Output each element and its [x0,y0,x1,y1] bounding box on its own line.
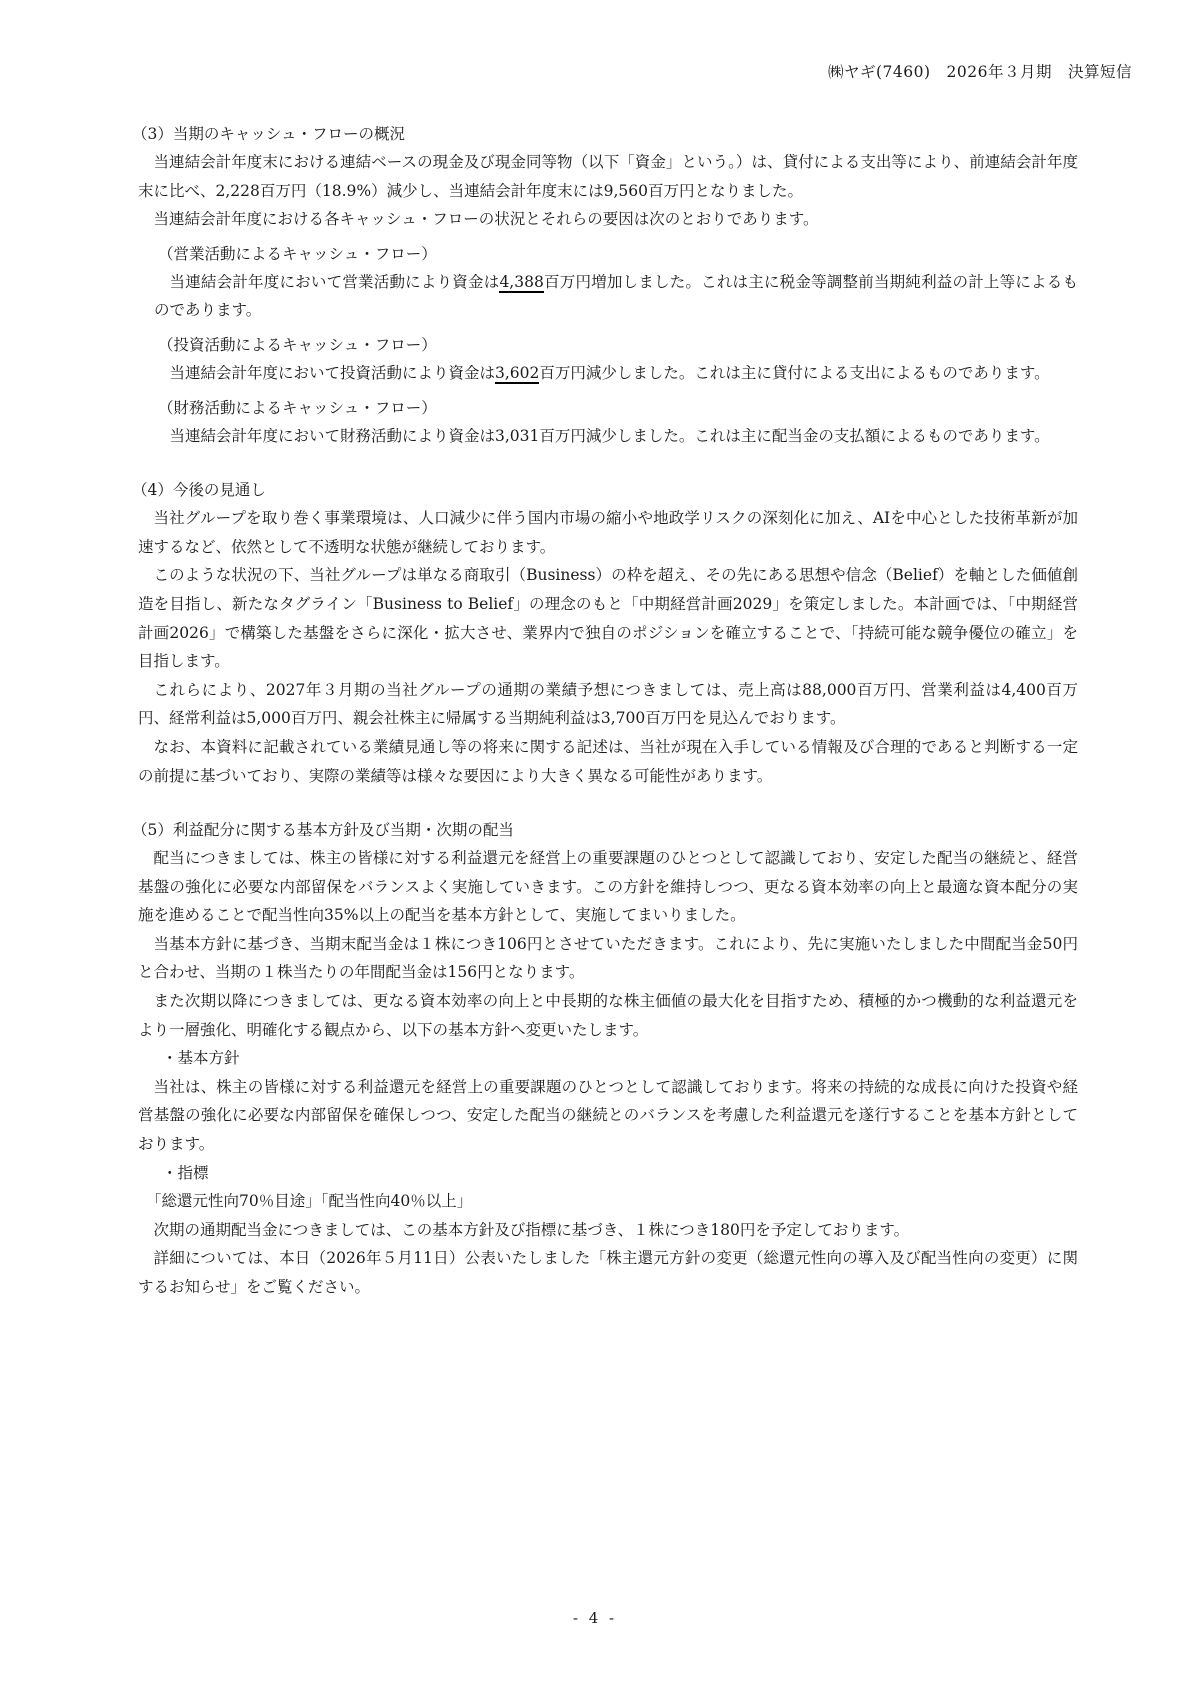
section-5-paragraph-1: 配当につきましては、株主の皆様に対する利益還元を経営上の重要課題のひとつとして認識しており、安定した配当の継続と、経営基盤の強化に必要な内部留保をバランスよく実施していきます。この方針を維持しつつ、更なる資本効率の向上と最適な資本配分の実施を進めることで配当性向35%以上の配当を基本方針として、実施してまいりました。 [138,849,1078,925]
page-number: - 4 - [572,1609,618,1627]
section-4-paragraph-3: これらにより、2027年３月期の当社グループの通期の業績予想につきましては、売上高は88,000百万円、営業利益は4,400百万円、経常利益は5,000百万円、親会社株主に帰属する当期純利益は3,700百万円を見込んでおります。 [138,680,1078,728]
section-5-paragraph-3: また次期以降につきましては、更なる資本効率の向上と中長期的な株主価値の最大化を目指すため、積極的かつ機動的な利益還元をより一層強化、明確化する観点から、以下の基本方針へ変更いたします。 [138,992,1078,1039]
section-3-paragraph-2: 当連結会計年度における各キャッシュ・フローの状況とそれらの要因は次のとおりであります。 [153,210,819,229]
indicator-text: 「総還元性向70％目途」「配当性向40％以上」 [146,1192,473,1211]
investing-cf-text-post: 百万円減少しました。これは主に貸付による支出によるものであります。 [539,363,1050,382]
operating-cf-text-post: 百万円増加しました。これは主に税金等調整前当期純利益の計上等によるものであります。 [154,272,1078,320]
operating-cf-text-pre: 当連結会計年度において営業活動により資金は [169,272,500,291]
investing-cf-amount: 3,602 [495,363,540,382]
section-5-paragraph-4: 当社は、株主の皆様に対する利益還元を経営上の重要課題のひとつとして認識しております。将来の持続的な成長に向けた投資や経営基盤の強化に必要な内部留保を確保しつつ、安定した配当の継続とのバランスを考慮した利益還元を遂行することを基本方針としております。 [138,1077,1078,1154]
section-4-paragraph-4: なお、本資料に記載されている業績見通し等の将来に関する記述は、当社が現在入手している情報及び合理的であると判断する一定の前提に基づいており、実際の業績等は様々な要因により大きく異なる可能性があります。 [138,737,1078,785]
indicator-bullet: ・指標 [162,1163,209,1182]
section-4-title: （4）今後の見通し [132,481,266,500]
section-3-paragraph-1: 当連結会計年度末における連結ベースの現金及び現金同等物（以下「資金」という。）は、貸付による支出等により、前連結会計年度末に比べ、2,228百万円（18.9%）減少し、当連結会計年度末には9,560百万円となりました。 [138,153,1078,200]
investing-cf-text [138,359,1078,388]
section-5-paragraph-2: 当基本方針に基づき、当期末配当金は１株につき106円とさせていただきます。これにより、先に実施いたしました中間配当金50円と合わせ、当期の１株当たりの年間配当金は156円となります。 [138,934,1078,982]
operating-cf-text [138,268,1078,325]
section-5-paragraph-5: 次期の通期配当金につきましては、この基本方針及び指標に基づき、１株につき180円を予定しております。 [153,1220,910,1239]
financing-cf-title: （財務活動によるキャッシュ・フロー） [158,398,437,417]
document-header: ㈱ヤギ(7460) 2026年３月期 決算短信 [828,63,1132,81]
investing-cf-text-pre: 当連結会計年度において投資活動により資金は [169,363,496,382]
operating-cf-amount: 4,388 [499,272,544,291]
section-4-paragraph-2: このような状況の下、当社グループは単なる商取引（Business）の枠を超え、その先にある思想や信念（Belief）を軸とした価値創造を目指し、新たなタグライン「Business to Belief」の理念のもと「中期経営計画2029」を策定しました。本計画では、「中期経営計画2026」で構築した基盤をさらに深化・拡大させ、業界内で独自のポジションを確立することで、「持続可能な競争優位の確立」を目指します。 [138,566,1078,671]
basic-policy-bullet: ・基本方針 [162,1049,240,1068]
section-3-title: （3）当期のキャッシュ・フローの概況 [132,125,406,143]
section-5-title: （5）利益配分に関する基本方針及び当期・次期の配当 [132,821,514,840]
investing-cf-title: （投資活動によるキャッシュ・フロー） [158,335,437,354]
operating-cf-title: （営業活動によるキャッシュ・フロー） [158,244,437,263]
section-5-paragraph-6: 詳細については、本日（2026年５月11日）公表いたしました「株主還元方針の変更（総還元性向の導入及び配当性向の変更）に関するお知らせ」をご覧ください。 [138,1249,1078,1296]
financing-cf-text: 当連結会計年度において財務活動により資金は3,031百万円減少しました。これは主に配当金の支払額によるものであります。 [169,426,1050,445]
section-4-paragraph-1: 当社グループを取り巻く事業環境は、人口減少に伴う国内市場の縮小や地政学リスクの深刻化に加え、AIを中心とした技術革新が加速するなど、依然として不透明な状態が継続しております。 [138,509,1078,556]
document-body [132,120,1078,1302]
